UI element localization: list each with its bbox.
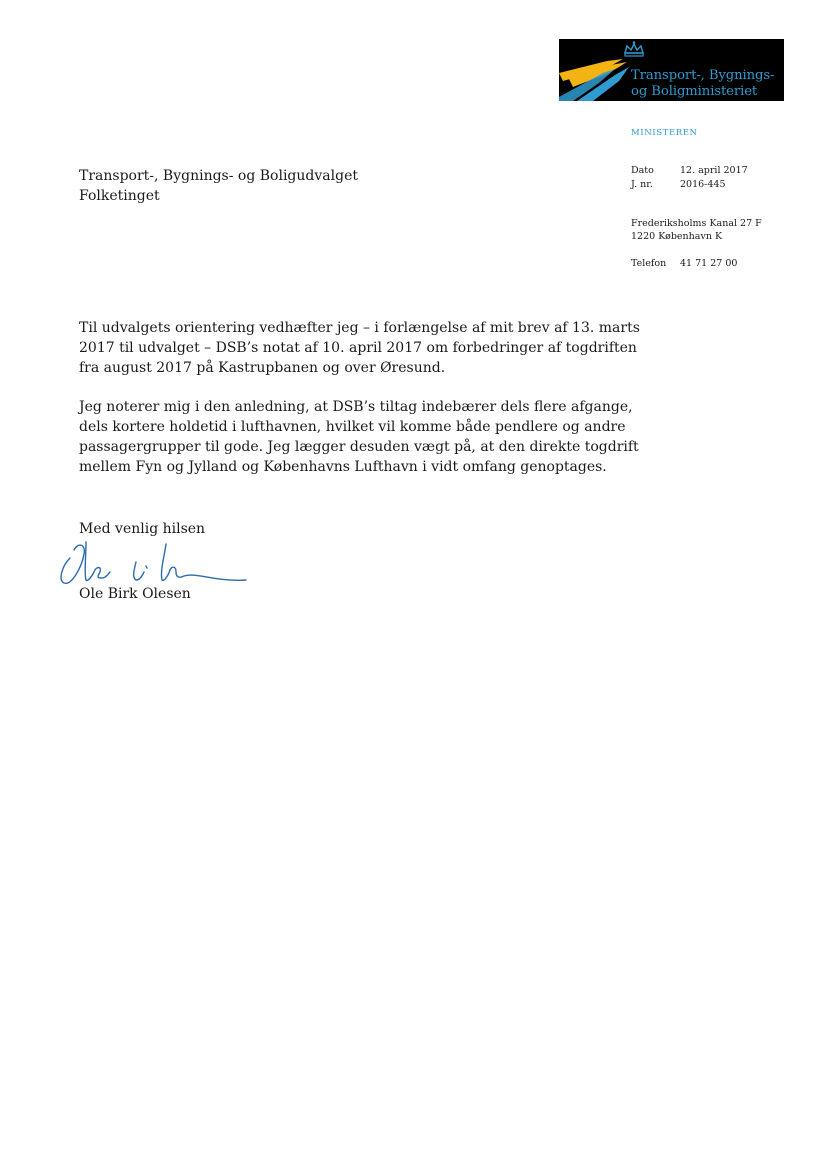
handwritten-signature [56, 536, 251, 591]
date-row [631, 164, 748, 177]
paragraph-line: dels kortere holdetid i lufthavnen, hvilket vil komme både pendlere og andre [79, 419, 626, 435]
body-paragraph-1 [79, 318, 640, 378]
date-label: Dato [631, 165, 654, 176]
closing-greeting: Med venlig hilsen [79, 521, 206, 537]
phone-row [631, 257, 737, 270]
recipient-line2: Folketinget [79, 188, 160, 204]
address-line2: 1220 København K [631, 231, 723, 242]
paragraph-line: mellem Fyn og Jylland og Københavns Lufthavn i vidt omfang genoptages. [79, 459, 607, 475]
body-paragraph-2 [79, 397, 639, 477]
jnr-label: J. nr. [631, 179, 653, 190]
ministry-logo [559, 39, 784, 101]
jnr-row [631, 178, 726, 191]
phone-value: 41 71 27 00 [680, 258, 738, 269]
section-label: MINISTEREN [631, 128, 698, 138]
phone-label: Telefon [631, 258, 667, 269]
address-line1: Frederiksholms Kanal 27 F [631, 218, 762, 229]
paragraph-line: fra august 2017 på Kastrupbanen og over Øresund. [79, 360, 446, 376]
jnr-value: 2016-445 [680, 179, 726, 190]
logo-text-line2: og Boligministeriet [631, 84, 758, 99]
logo-text-line1: Transport-, Bygnings- [631, 68, 775, 83]
paragraph-line: passagergrupper til gode. Jeg lægger desuden vægt på, at den direkte togdrift [79, 439, 639, 455]
signer-name: Ole Birk Olesen [79, 586, 191, 602]
recipient-line1: Transport-, Bygnings- og Boligudvalget [79, 168, 358, 184]
date-value: 12. april 2017 [680, 165, 748, 176]
paragraph-line: Til udvalgets orientering vedhæfter jeg – i forlængelse af mit brev af 13. marts [79, 320, 640, 336]
road-stripes-icon [559, 59, 629, 101]
recipient-block [79, 166, 358, 206]
paragraph-line: 2017 til udvalget – DSB’s notat af 10. april 2017 om forbedringer af togdriften [79, 340, 637, 356]
paragraph-line: Jeg noterer mig i den anledning, at DSB’s tiltag indebærer dels flere afgange, [79, 399, 633, 415]
crown-icon [625, 41, 643, 56]
